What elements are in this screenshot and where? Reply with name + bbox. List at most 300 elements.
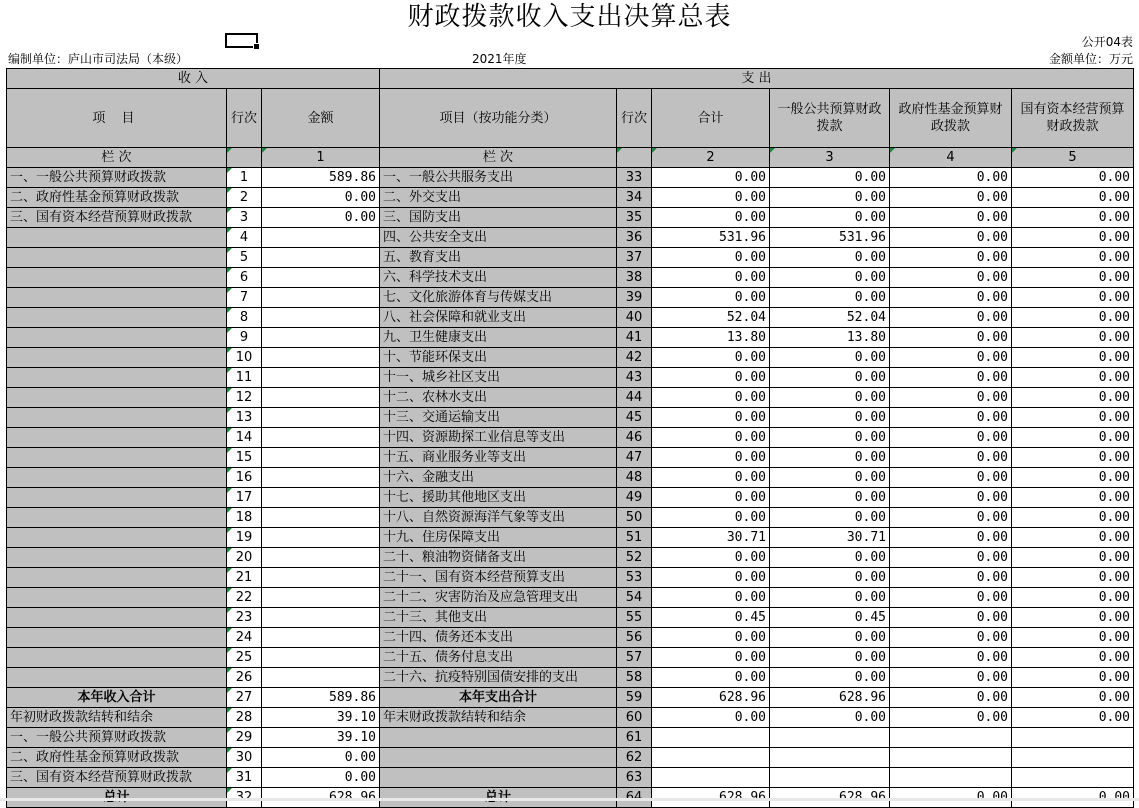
expense-state-capital[interactable]: 0.00 — [1012, 408, 1134, 428]
expense-general-budget[interactable]: 0.00 — [770, 468, 890, 488]
expense-item-label[interactable]: 本年支出合计 — [380, 688, 617, 708]
col-num-1[interactable]: 1 — [262, 148, 380, 168]
expense-general-budget[interactable]: 628.96 — [770, 688, 890, 708]
income-amount[interactable]: 0.00 — [262, 768, 380, 788]
income-amount[interactable] — [262, 328, 380, 348]
income-item-label[interactable]: 本年收入合计 — [7, 688, 227, 708]
income-item-label[interactable] — [7, 268, 227, 288]
income-row-no[interactable]: 29 — [227, 728, 262, 748]
expense-row-no[interactable]: 58 — [617, 668, 652, 688]
expense-item-label[interactable]: 十五、商业服务业等支出 — [380, 448, 617, 468]
expense-general-budget[interactable]: 0.00 — [770, 388, 890, 408]
amount-header[interactable]: 金额 — [262, 89, 380, 148]
expense-total[interactable]: 0.00 — [652, 368, 770, 388]
expense-general-budget[interactable]: 0.45 — [770, 608, 890, 628]
income-row-no[interactable]: 31 — [227, 768, 262, 788]
income-amount[interactable] — [262, 268, 380, 288]
income-amount[interactable] — [262, 648, 380, 668]
income-amount[interactable] — [262, 348, 380, 368]
row-no-header[interactable]: 行次 — [227, 89, 262, 148]
income-amount[interactable] — [262, 308, 380, 328]
expense-total[interactable]: 13.80 — [652, 328, 770, 348]
expense-row-no[interactable]: 41 — [617, 328, 652, 348]
income-row-no[interactable]: 12 — [227, 388, 262, 408]
expense-general-budget[interactable]: 0.00 — [770, 288, 890, 308]
income-item-label[interactable] — [7, 588, 227, 608]
expense-general-budget[interactable]: 0.00 — [770, 668, 890, 688]
expense-item-label[interactable]: 六、科学技术支出 — [380, 268, 617, 288]
expense-item-label[interactable] — [380, 748, 617, 768]
expense-row-no[interactable]: 40 — [617, 308, 652, 328]
total-header[interactable]: 合计 — [652, 89, 770, 148]
expense-state-capital[interactable]: 0.00 — [1012, 568, 1134, 588]
income-row-no[interactable]: 14 — [227, 428, 262, 448]
expense-item-label[interactable]: 八、社会保障和就业支出 — [380, 308, 617, 328]
income-item-label[interactable] — [7, 428, 227, 448]
expense-item-label[interactable]: 二十三、其他支出 — [380, 608, 617, 628]
income-amount[interactable] — [262, 468, 380, 488]
expense-item-label[interactable]: 三、国防支出 — [380, 208, 617, 228]
expense-fund-budget[interactable]: 0.00 — [890, 528, 1012, 548]
expense-general-budget[interactable]: 0.00 — [770, 488, 890, 508]
income-row-no[interactable]: 6 — [227, 268, 262, 288]
expense-fund-budget[interactable]: 0.00 — [890, 428, 1012, 448]
expense-total[interactable]: 0.00 — [652, 188, 770, 208]
expense-fund-budget[interactable]: 0.00 — [890, 328, 1012, 348]
expense-general-budget[interactable]: 0.00 — [770, 508, 890, 528]
expense-fund-budget[interactable]: 0.00 — [890, 668, 1012, 688]
income-amount[interactable]: 0.00 — [262, 188, 380, 208]
income-row-no[interactable]: 16 — [227, 468, 262, 488]
expense-total[interactable]: 0.00 — [652, 408, 770, 428]
income-item-label[interactable]: 三、国有资本经营预算财政拨款 — [7, 768, 227, 788]
income-amount[interactable]: 0.00 — [262, 208, 380, 228]
expense-row-no[interactable]: 53 — [617, 568, 652, 588]
expense-fund-budget[interactable]: 0.00 — [890, 388, 1012, 408]
expense-general-budget[interactable]: 531.96 — [770, 228, 890, 248]
expense-item-label[interactable]: 七、文化旅游体育与传媒支出 — [380, 288, 617, 308]
col-label-blank-2[interactable] — [617, 148, 652, 168]
income-item-label[interactable] — [7, 448, 227, 468]
expense-row-no[interactable]: 49 — [617, 488, 652, 508]
expense-general-budget[interactable] — [770, 748, 890, 768]
expense-general-budget[interactable]: 0.00 — [770, 248, 890, 268]
income-item-label[interactable] — [7, 528, 227, 548]
expense-row-no[interactable]: 61 — [617, 728, 652, 748]
col-num-5[interactable]: 5 — [1012, 148, 1134, 168]
expense-fund-budget[interactable]: 0.00 — [890, 708, 1012, 728]
income-item-label[interactable]: 年初财政拨款结转和结余 — [7, 708, 227, 728]
income-item-label[interactable] — [7, 648, 227, 668]
expense-item-label[interactable]: 二十一、国有资本经营预算支出 — [380, 568, 617, 588]
expense-row-no[interactable]: 48 — [617, 468, 652, 488]
expense-total[interactable]: 531.96 — [652, 228, 770, 248]
expense-total[interactable]: 0.00 — [652, 268, 770, 288]
expense-state-capital[interactable]: 0.00 — [1012, 188, 1134, 208]
expense-item-label[interactable]: 四、公共安全支出 — [380, 228, 617, 248]
expense-item-label[interactable]: 二十五、债务付息支出 — [380, 648, 617, 668]
expense-state-capital[interactable]: 0.00 — [1012, 548, 1134, 568]
expense-general-budget[interactable]: 0.00 — [770, 268, 890, 288]
expense-item-label[interactable]: 二十六、抗疫特别国债安排的支出 — [380, 668, 617, 688]
income-amount[interactable]: 0.00 — [262, 748, 380, 768]
expense-total[interactable] — [652, 748, 770, 768]
expense-total[interactable]: 0.00 — [652, 208, 770, 228]
expense-total[interactable]: 0.00 — [652, 448, 770, 468]
expense-total[interactable]: 0.00 — [652, 648, 770, 668]
income-row-no[interactable]: 28 — [227, 708, 262, 728]
income-amount[interactable] — [262, 668, 380, 688]
expense-fund-budget[interactable]: 0.00 — [890, 248, 1012, 268]
col-label-blank[interactable] — [227, 148, 262, 168]
income-amount[interactable] — [262, 428, 380, 448]
expense-state-capital[interactable]: 0.00 — [1012, 668, 1134, 688]
expense-general-budget[interactable]: 0.00 — [770, 168, 890, 188]
expense-general-budget[interactable] — [770, 728, 890, 748]
fund-budget-header[interactable]: 政府性基金预算财政拨款 — [890, 89, 1012, 148]
expense-total[interactable]: 0.45 — [652, 608, 770, 628]
income-item-label[interactable] — [7, 488, 227, 508]
income-item-label[interactable] — [7, 308, 227, 328]
income-item-label[interactable] — [7, 508, 227, 528]
income-item-label[interactable]: 一、一般公共预算财政拨款 — [7, 728, 227, 748]
expense-state-capital[interactable] — [1012, 728, 1134, 748]
expense-general-budget[interactable] — [770, 768, 890, 788]
income-row-no[interactable]: 4 — [227, 228, 262, 248]
expense-total[interactable]: 0.00 — [652, 508, 770, 528]
expense-state-capital[interactable]: 0.00 — [1012, 208, 1134, 228]
expense-row-no[interactable]: 62 — [617, 748, 652, 768]
expense-fund-budget[interactable] — [890, 728, 1012, 748]
expense-fund-budget[interactable]: 0.00 — [890, 448, 1012, 468]
expense-state-capital[interactable]: 0.00 — [1012, 448, 1134, 468]
expense-item-label[interactable]: 二十、粮油物资储备支出 — [380, 548, 617, 568]
expense-section-header[interactable]: 支 出 — [380, 69, 1134, 89]
income-row-no[interactable]: 22 — [227, 588, 262, 608]
expense-row-no[interactable]: 50 — [617, 508, 652, 528]
expense-row-no[interactable]: 47 — [617, 448, 652, 468]
income-row-no[interactable]: 21 — [227, 568, 262, 588]
expense-total[interactable] — [652, 768, 770, 788]
func-item-header[interactable]: 项目（按功能分类） — [380, 89, 617, 148]
expense-row-no[interactable]: 36 — [617, 228, 652, 248]
item-header[interactable]: 项 目 — [7, 89, 227, 148]
expense-item-label[interactable]: 十四、资源勘探工业信息等支出 — [380, 428, 617, 448]
expense-item-label[interactable]: 二十二、灾害防治及应急管理支出 — [380, 588, 617, 608]
expense-fund-budget[interactable]: 0.00 — [890, 628, 1012, 648]
income-item-label[interactable] — [7, 628, 227, 648]
expense-row-no[interactable]: 57 — [617, 648, 652, 668]
expense-state-capital[interactable]: 0.00 — [1012, 608, 1134, 628]
income-amount[interactable]: 589.86 — [262, 688, 380, 708]
income-section-header[interactable]: 收 入 — [7, 69, 380, 89]
expense-state-capital[interactable]: 0.00 — [1012, 488, 1134, 508]
income-amount[interactable] — [262, 368, 380, 388]
expense-total[interactable]: 0.00 — [652, 708, 770, 728]
expense-general-budget[interactable]: 0.00 — [770, 448, 890, 468]
expense-state-capital[interactable]: 0.00 — [1012, 648, 1134, 668]
expense-general-budget[interactable]: 13.80 — [770, 328, 890, 348]
expense-total[interactable]: 0.00 — [652, 168, 770, 188]
income-amount[interactable] — [262, 528, 380, 548]
income-amount[interactable] — [262, 228, 380, 248]
expense-row-no[interactable]: 43 — [617, 368, 652, 388]
expense-item-label[interactable]: 十八、自然资源海洋气象等支出 — [380, 508, 617, 528]
income-item-label[interactable] — [7, 668, 227, 688]
income-row-no[interactable]: 1 — [227, 168, 262, 188]
income-item-label[interactable]: 二、政府性基金预算财政拨款 — [7, 188, 227, 208]
expense-item-label[interactable]: 十九、住房保障支出 — [380, 528, 617, 548]
expense-fund-budget[interactable]: 0.00 — [890, 308, 1012, 328]
expense-fund-budget[interactable]: 0.00 — [890, 408, 1012, 428]
income-amount[interactable] — [262, 588, 380, 608]
income-row-no[interactable]: 24 — [227, 628, 262, 648]
expense-total[interactable]: 30.71 — [652, 528, 770, 548]
expense-state-capital[interactable]: 0.00 — [1012, 428, 1134, 448]
expense-state-capital[interactable] — [1012, 748, 1134, 768]
expense-fund-budget[interactable]: 0.00 — [890, 508, 1012, 528]
expense-general-budget[interactable]: 0.00 — [770, 628, 890, 648]
expense-row-no[interactable]: 46 — [617, 428, 652, 448]
expense-fund-budget[interactable]: 0.00 — [890, 568, 1012, 588]
income-amount[interactable] — [262, 628, 380, 648]
expense-fund-budget[interactable]: 0.00 — [890, 488, 1012, 508]
expense-item-label[interactable]: 年末财政拨款结转和结余 — [380, 708, 617, 728]
expense-state-capital[interactable]: 0.00 — [1012, 688, 1134, 708]
expense-total[interactable]: 0.00 — [652, 588, 770, 608]
expense-fund-budget[interactable]: 0.00 — [890, 348, 1012, 368]
expense-row-no[interactable]: 34 — [617, 188, 652, 208]
expense-fund-budget[interactable]: 0.00 — [890, 268, 1012, 288]
expense-row-no[interactable]: 44 — [617, 388, 652, 408]
income-item-label[interactable] — [7, 328, 227, 348]
income-item-label[interactable] — [7, 388, 227, 408]
expense-total[interactable]: 52.04 — [652, 308, 770, 328]
expense-row-no[interactable]: 39 — [617, 288, 652, 308]
expense-total[interactable] — [652, 728, 770, 748]
income-amount[interactable] — [262, 608, 380, 628]
expense-general-budget[interactable]: 0.00 — [770, 428, 890, 448]
expense-fund-budget[interactable]: 0.00 — [890, 168, 1012, 188]
income-item-label[interactable] — [7, 468, 227, 488]
expense-state-capital[interactable]: 0.00 — [1012, 168, 1134, 188]
expense-row-no[interactable]: 52 — [617, 548, 652, 568]
expense-general-budget[interactable]: 0.00 — [770, 368, 890, 388]
income-row-no[interactable]: 15 — [227, 448, 262, 468]
income-row-no[interactable]: 7 — [227, 288, 262, 308]
expense-state-capital[interactable]: 0.00 — [1012, 248, 1134, 268]
expense-total[interactable]: 0.00 — [652, 548, 770, 568]
expense-state-capital[interactable]: 0.00 — [1012, 528, 1134, 548]
expense-fund-budget[interactable]: 0.00 — [890, 608, 1012, 628]
income-item-label[interactable]: 三、国有资本经营预算财政拨款 — [7, 208, 227, 228]
expense-row-no[interactable]: 45 — [617, 408, 652, 428]
income-row-no[interactable]: 3 — [227, 208, 262, 228]
income-amount[interactable]: 589.86 — [262, 168, 380, 188]
expense-fund-budget[interactable]: 0.00 — [890, 588, 1012, 608]
income-item-label[interactable] — [7, 548, 227, 568]
expense-state-capital[interactable]: 0.00 — [1012, 368, 1134, 388]
income-amount[interactable] — [262, 508, 380, 528]
income-row-no[interactable]: 20 — [227, 548, 262, 568]
income-amount[interactable] — [262, 288, 380, 308]
expense-item-label[interactable] — [380, 768, 617, 788]
expense-item-label[interactable]: 九、卫生健康支出 — [380, 328, 617, 348]
expense-row-no[interactable]: 56 — [617, 628, 652, 648]
expense-row-no[interactable]: 38 — [617, 268, 652, 288]
income-row-no[interactable]: 11 — [227, 368, 262, 388]
selected-cell-cursor[interactable] — [225, 33, 258, 48]
expense-state-capital[interactable]: 0.00 — [1012, 388, 1134, 408]
expense-item-label[interactable]: 二十四、债务还本支出 — [380, 628, 617, 648]
income-item-label[interactable]: 二、政府性基金预算财政拨款 — [7, 748, 227, 768]
income-row-no[interactable]: 8 — [227, 308, 262, 328]
expense-total[interactable]: 0.00 — [652, 248, 770, 268]
expense-state-capital[interactable]: 0.00 — [1012, 588, 1134, 608]
expense-total[interactable]: 0.00 — [652, 388, 770, 408]
expense-state-capital[interactable]: 0.00 — [1012, 708, 1134, 728]
expense-item-label[interactable] — [380, 728, 617, 748]
income-row-no[interactable]: 5 — [227, 248, 262, 268]
expense-total[interactable]: 0.00 — [652, 288, 770, 308]
income-amount[interactable] — [262, 248, 380, 268]
expense-general-budget[interactable]: 0.00 — [770, 548, 890, 568]
expense-item-label[interactable]: 十六、金融支出 — [380, 468, 617, 488]
income-row-no[interactable]: 9 — [227, 328, 262, 348]
expense-item-label[interactable]: 二、外交支出 — [380, 188, 617, 208]
expense-total[interactable]: 0.00 — [652, 568, 770, 588]
expense-general-budget[interactable]: 0.00 — [770, 708, 890, 728]
expense-state-capital[interactable]: 0.00 — [1012, 228, 1134, 248]
expense-row-no[interactable]: 63 — [617, 768, 652, 788]
income-row-no[interactable]: 26 — [227, 668, 262, 688]
expense-total[interactable]: 0.00 — [652, 428, 770, 448]
expense-fund-budget[interactable] — [890, 748, 1012, 768]
expense-general-budget[interactable]: 0.00 — [770, 408, 890, 428]
col-label-cell[interactable]: 栏 次 — [7, 148, 227, 168]
income-amount[interactable] — [262, 408, 380, 428]
income-row-no[interactable]: 13 — [227, 408, 262, 428]
general-budget-header[interactable]: 一般公共预算财政拨款 — [770, 89, 890, 148]
expense-general-budget[interactable]: 0.00 — [770, 348, 890, 368]
expense-item-label[interactable]: 十一、城乡社区支出 — [380, 368, 617, 388]
expense-general-budget[interactable]: 0.00 — [770, 208, 890, 228]
income-amount[interactable]: 39.10 — [262, 728, 380, 748]
expense-general-budget[interactable]: 0.00 — [770, 588, 890, 608]
state-capital-header[interactable]: 国有资本经营预算财政拨款 — [1012, 89, 1134, 148]
row-no-header-2[interactable]: 行次 — [617, 89, 652, 148]
income-item-label[interactable] — [7, 408, 227, 428]
expense-row-no[interactable]: 54 — [617, 588, 652, 608]
expense-fund-budget[interactable]: 0.00 — [890, 468, 1012, 488]
income-item-label[interactable] — [7, 288, 227, 308]
expense-total[interactable]: 0.00 — [652, 668, 770, 688]
income-row-no[interactable]: 27 — [227, 688, 262, 708]
col-num-4[interactable]: 4 — [890, 148, 1012, 168]
expense-row-no[interactable]: 51 — [617, 528, 652, 548]
income-row-no[interactable]: 30 — [227, 748, 262, 768]
income-amount[interactable] — [262, 388, 380, 408]
expense-state-capital[interactable]: 0.00 — [1012, 508, 1134, 528]
expense-fund-budget[interactable]: 0.00 — [890, 288, 1012, 308]
expense-state-capital[interactable]: 0.00 — [1012, 468, 1134, 488]
income-row-no[interactable]: 17 — [227, 488, 262, 508]
income-item-label[interactable] — [7, 248, 227, 268]
expense-row-no[interactable]: 59 — [617, 688, 652, 708]
expense-state-capital[interactable] — [1012, 768, 1134, 788]
expense-state-capital[interactable]: 0.00 — [1012, 308, 1134, 328]
income-item-label[interactable] — [7, 608, 227, 628]
expense-item-label[interactable]: 十三、交通运输支出 — [380, 408, 617, 428]
expense-state-capital[interactable]: 0.00 — [1012, 268, 1134, 288]
expense-state-capital[interactable]: 0.00 — [1012, 328, 1134, 348]
income-item-label[interactable] — [7, 568, 227, 588]
income-item-label[interactable] — [7, 368, 227, 388]
income-amount[interactable] — [262, 488, 380, 508]
expense-item-label[interactable]: 十七、援助其他地区支出 — [380, 488, 617, 508]
expense-total[interactable]: 0.00 — [652, 628, 770, 648]
income-amount[interactable] — [262, 568, 380, 588]
expense-total[interactable]: 0.00 — [652, 488, 770, 508]
income-row-no[interactable]: 18 — [227, 508, 262, 528]
expense-fund-budget[interactable]: 0.00 — [890, 228, 1012, 248]
expense-total[interactable]: 628.96 — [652, 688, 770, 708]
expense-row-no[interactable]: 35 — [617, 208, 652, 228]
expense-general-budget[interactable]: 0.00 — [770, 568, 890, 588]
expense-row-no[interactable]: 55 — [617, 608, 652, 628]
income-row-no[interactable]: 2 — [227, 188, 262, 208]
expense-row-no[interactable]: 42 — [617, 348, 652, 368]
income-row-no[interactable]: 19 — [227, 528, 262, 548]
col-num-2[interactable]: 2 — [652, 148, 770, 168]
expense-row-no[interactable]: 60 — [617, 708, 652, 728]
expense-fund-budget[interactable]: 0.00 — [890, 648, 1012, 668]
income-item-label[interactable]: 一、一般公共预算财政拨款 — [7, 168, 227, 188]
col-num-3[interactable]: 3 — [770, 148, 890, 168]
expense-fund-budget[interactable]: 0.00 — [890, 368, 1012, 388]
income-amount[interactable]: 39.10 — [262, 708, 380, 728]
expense-fund-budget[interactable]: 0.00 — [890, 548, 1012, 568]
col-label-cell-2[interactable]: 栏 次 — [380, 148, 617, 168]
expense-item-label[interactable]: 十二、农林水支出 — [380, 388, 617, 408]
income-item-label[interactable] — [7, 228, 227, 248]
income-amount[interactable] — [262, 548, 380, 568]
expense-general-budget[interactable]: 0.00 — [770, 648, 890, 668]
expense-item-label[interactable]: 十、节能环保支出 — [380, 348, 617, 368]
expense-state-capital[interactable]: 0.00 — [1012, 288, 1134, 308]
expense-state-capital[interactable]: 0.00 — [1012, 628, 1134, 648]
expense-fund-budget[interactable]: 0.00 — [890, 208, 1012, 228]
income-amount[interactable] — [262, 448, 380, 468]
expense-fund-budget[interactable]: 0.00 — [890, 688, 1012, 708]
income-row-no[interactable]: 25 — [227, 648, 262, 668]
expense-row-no[interactable]: 37 — [617, 248, 652, 268]
expense-state-capital[interactable]: 0.00 — [1012, 348, 1134, 368]
expense-item-label[interactable]: 一、一般公共服务支出 — [380, 168, 617, 188]
income-row-no[interactable]: 23 — [227, 608, 262, 628]
expense-general-budget[interactable]: 0.00 — [770, 188, 890, 208]
expense-row-no[interactable]: 33 — [617, 168, 652, 188]
income-row-no[interactable]: 10 — [227, 348, 262, 368]
expense-total[interactable]: 0.00 — [652, 348, 770, 368]
expense-total[interactable]: 0.00 — [652, 468, 770, 488]
expense-general-budget[interactable]: 30.71 — [770, 528, 890, 548]
income-item-label[interactable] — [7, 348, 227, 368]
expense-general-budget[interactable]: 52.04 — [770, 308, 890, 328]
expense-fund-budget[interactable] — [890, 768, 1012, 788]
expense-item-label[interactable]: 五、教育支出 — [380, 248, 617, 268]
expense-fund-budget[interactable]: 0.00 — [890, 188, 1012, 208]
